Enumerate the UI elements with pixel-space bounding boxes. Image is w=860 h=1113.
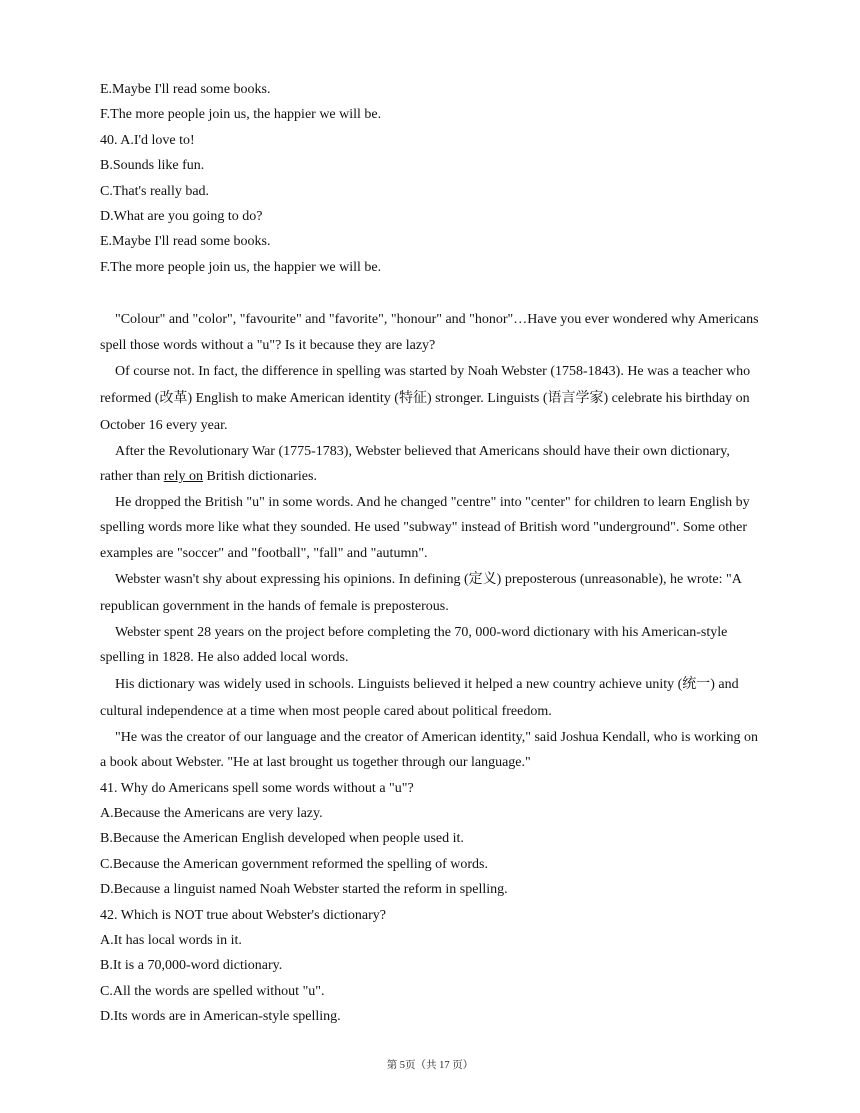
option-line: F.The more people join us, the happier we will be. — [100, 107, 382, 123]
option-line: C.That's really bad. — [100, 183, 210, 199]
question-41: 41. Why do Americans spell some words without a "u"? — [100, 780, 414, 796]
passage-paragraph: Of course not. In fact, the difference in spelling was started by Noah Webster (1758-1843). He was a teacher who reformed (改革) English to make American identity (特征) stronger. Linguists (语言学家) celebrate his birthday on October 16 every year. — [100, 363, 751, 433]
passage-paragraph: "Colour" and "color", "favourite" and "favorite", "honour" and "honor"…Have you ever wondered why Americans spell those words without a "u"? Is it because they are lazy? — [100, 312, 759, 353]
passage-text: After the Revolutionary War (1775-1783), Webster believed that Americans should have their own dictionary, rather than — [100, 443, 730, 485]
passage-text: British dictionaries. — [203, 469, 317, 485]
passage-paragraph: His dictionary was widely used in schools. Linguists believed it helped a new country achieve unity (统一) and cultural independence at a time when most people cared about political freedom. — [100, 676, 739, 719]
option-line: E.Maybe I'll read some books. — [100, 82, 271, 97]
option-line: B.Sounds like fun. — [100, 158, 205, 174]
option-line: C.All the words are spelled without "u". — [100, 983, 325, 999]
passage-paragraph: Webster wasn't shy about expressing his opinions. In defining (定义) preposterous (unreasonable), he wrote: "A republican government in the hands of female is preposterous. — [100, 571, 742, 614]
question-42: 42. Which is NOT true about Webster's dictionary? — [100, 907, 387, 923]
passage-paragraph: He dropped the British "u" in some words. And he changed "centre" into "center" for children to learn English by spelling words more like what they sounded. He used "subway" instead of British word "underground". Some other examples are "soccer" and "football", "fall" and "autumn". — [100, 494, 750, 561]
passage-paragraph: "He was the creator of our language and the creator of American identity," said Joshua Kendall, who is working on a book about Webster. "He at last brought us together through our language." — [100, 729, 759, 771]
passage-paragraph — [100, 439, 760, 490]
underlined-phrase: rely on — [163, 469, 204, 485]
page-content — [100, 77, 760, 1030]
option-line: C.Because the American government reformed the spelling of words. — [100, 856, 488, 872]
option-line: B.It is a 70,000-word dictionary. — [100, 958, 283, 974]
page-footer: 第 5页（共 17 页） — [386, 1060, 474, 1071]
option-line: D.Its words are in American-style spelling. — [100, 1009, 341, 1025]
passage-paragraph: Webster spent 28 years on the project before completing the 70, 000-word dictionary with his American-style spelling in 1828. He also added local words. — [100, 624, 728, 666]
option-line: D.Because a linguist named Noah Webster started the reform in spelling. — [100, 882, 508, 898]
option-line: A.Because the Americans are very lazy. — [100, 805, 323, 821]
reading-passage — [100, 307, 760, 775]
question-40: 40. A.I'd love to! — [100, 132, 195, 148]
option-line: D.What are you going to do? — [100, 208, 263, 224]
option-line: E.Maybe I'll read some books. — [100, 234, 271, 250]
option-line: B.Because the American English developed when people used it. — [100, 831, 464, 847]
option-line: A.It has local words in it. — [100, 932, 242, 948]
option-line: F.The more people join us, the happier we will be. — [100, 259, 382, 275]
